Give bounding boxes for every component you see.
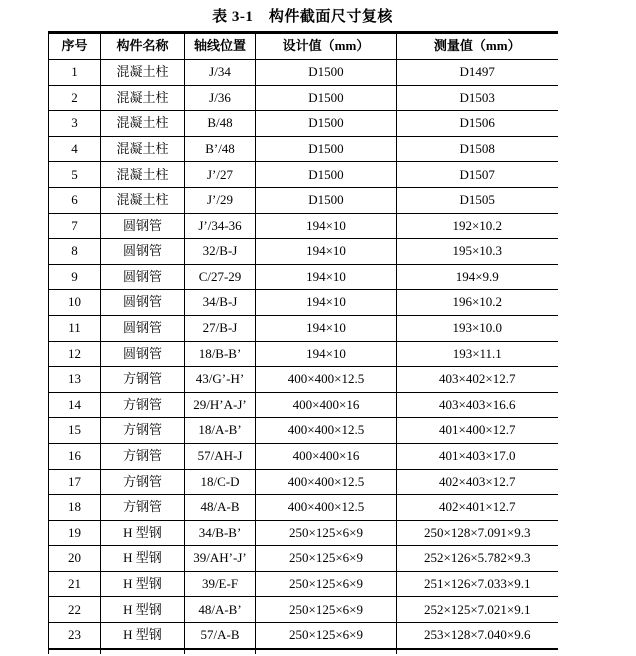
table-cell: 250×125×6×9: [256, 623, 397, 649]
table-row: [49, 85, 558, 111]
table-cell: 195×10.3: [397, 239, 558, 265]
table-cell: J’/34-36: [185, 213, 256, 239]
table-cell: 253×128×7.040×9.6: [397, 623, 558, 649]
table-cell: 4: [49, 136, 101, 162]
table-cell: 34/B-B’: [185, 520, 256, 546]
table-cell: D1507: [397, 162, 558, 188]
table-cell: 9: [49, 264, 101, 290]
table-cell: 400×400×16: [256, 443, 397, 469]
table-cell: 400×400×12.5: [256, 367, 397, 393]
table-cell: 194×10: [256, 239, 397, 265]
table-cell: D1500: [256, 60, 397, 86]
table-cell: 194×10: [256, 264, 397, 290]
table-cell: 方钢管: [101, 367, 185, 393]
table-cell: 8: [49, 239, 101, 265]
table-cell: 400×400×16: [256, 392, 397, 418]
table-title: 表 3-1 构件截面尺寸复核: [212, 9, 393, 25]
table-row: [49, 213, 558, 239]
table-cell: 32/B-J: [185, 239, 256, 265]
table-row: [49, 623, 558, 649]
table-cell: 400×400×12.5: [256, 495, 397, 521]
table-row: [49, 136, 558, 162]
table-cell: 12: [49, 341, 101, 367]
table-cell: 混凝土柱: [101, 85, 185, 111]
table-cell: 251×126×7.033×9.1: [397, 571, 558, 597]
table-cell: 方钢管: [101, 418, 185, 444]
table-row: [49, 520, 558, 546]
column-header-design: 设计值（mm）: [256, 33, 397, 60]
table-cell: 15: [49, 418, 101, 444]
table-cell: H 型钢: [101, 571, 185, 597]
table-cell: 29/H’A-J’: [185, 392, 256, 418]
table-cell: 402×403×12.7: [397, 469, 558, 495]
table-cell: 方钢管: [101, 443, 185, 469]
table-cell: 2: [49, 85, 101, 111]
table-cell: C/27-29: [185, 264, 256, 290]
table-row: [49, 60, 558, 86]
table-cell: 250×125×6×9: [256, 597, 397, 623]
column-header-measured: 测量值（mm）: [397, 33, 558, 60]
table-cell: 39/AH’-J’: [185, 546, 256, 572]
table-body: [49, 60, 558, 649]
table-cell: J/34: [185, 60, 256, 86]
table-cell: D1505: [397, 187, 558, 213]
table-cell: 23: [49, 623, 101, 649]
table-cell: 22: [49, 597, 101, 623]
table-cell: D1500: [256, 162, 397, 188]
column-header-index: 序号: [49, 33, 101, 60]
table-cell: D1500: [256, 85, 397, 111]
table-cell: 圆钢管: [101, 341, 185, 367]
table-cell: 250×125×6×9: [256, 546, 397, 572]
table-cell: 250×128×7.091×9.3: [397, 520, 558, 546]
table-cell: 401×400×12.7: [397, 418, 558, 444]
table-cell: 193×10.0: [397, 315, 558, 341]
table-cell: D1500: [256, 136, 397, 162]
table-row: [49, 443, 558, 469]
table-cell: D1500: [256, 187, 397, 213]
table-cell: 18/C-D: [185, 469, 256, 495]
table-cell: 403×403×16.6: [397, 392, 558, 418]
column-header-axis: 轴线位置: [185, 33, 256, 60]
table-cell: 5: [49, 162, 101, 188]
table-cell: 400×400×12.5: [256, 469, 397, 495]
table-cell: 圆钢管: [101, 239, 185, 265]
table-cell: 196×10.2: [397, 290, 558, 316]
table-cell: 混凝土柱: [101, 136, 185, 162]
table-cell: D1503: [397, 85, 558, 111]
table-cell: 403×402×12.7: [397, 367, 558, 393]
table-cell: B/48: [185, 111, 256, 137]
table-cell: D1508: [397, 136, 558, 162]
table-cell: 21: [49, 571, 101, 597]
table-cell: 194×10: [256, 213, 397, 239]
table-row: [49, 111, 558, 137]
table-row: [49, 264, 558, 290]
table-row: [49, 392, 558, 418]
table-cell: D1500: [256, 111, 397, 137]
table-cell: 18/A-B’: [185, 418, 256, 444]
dimension-review-table: [48, 31, 558, 654]
table-row: [49, 290, 558, 316]
table-cell: 混凝土柱: [101, 187, 185, 213]
table-row: [49, 341, 558, 367]
table-cell: H 型钢: [101, 623, 185, 649]
table-cell: 17: [49, 469, 101, 495]
table-header-row: [49, 33, 558, 60]
table-cell: 252×125×7.021×9.1: [397, 597, 558, 623]
table-cell: 402×401×12.7: [397, 495, 558, 521]
table-cell: 194×10: [256, 341, 397, 367]
table-cell: 194×10: [256, 315, 397, 341]
table-cell: 方钢管: [101, 469, 185, 495]
table-cell: 18: [49, 495, 101, 521]
table-cell: B’/48: [185, 136, 256, 162]
table-cell: D1506: [397, 111, 558, 137]
table-cell: 401×403×17.0: [397, 443, 558, 469]
table-cell: 圆钢管: [101, 264, 185, 290]
table-cell: 192×10.2: [397, 213, 558, 239]
table-cell: D1497: [397, 60, 558, 86]
table-cell: H 型钢: [101, 546, 185, 572]
table-cell: J/36: [185, 85, 256, 111]
table-cell: 250×125×6×9: [256, 520, 397, 546]
table-cell: 194×9.9: [397, 264, 558, 290]
table-cell: 10: [49, 290, 101, 316]
table-cell: 11: [49, 315, 101, 341]
table-cell: 43/G’-H’: [185, 367, 256, 393]
table-cell: J’/27: [185, 162, 256, 188]
table-row: [49, 315, 558, 341]
table-cell: J’/29: [185, 187, 256, 213]
table-cell: 13: [49, 367, 101, 393]
table-cell: 57/AH-J: [185, 443, 256, 469]
table-row: [49, 469, 558, 495]
table-cell: 194×10: [256, 290, 397, 316]
table-cell: 3: [49, 111, 101, 137]
table-cell: 48/A-B’: [185, 597, 256, 623]
table-row: [49, 239, 558, 265]
table-row: [49, 187, 558, 213]
table-cell: 圆钢管: [101, 213, 185, 239]
table-cell: 20: [49, 546, 101, 572]
table-cell: 14: [49, 392, 101, 418]
table-cell: 混凝土柱: [101, 60, 185, 86]
column-header-name: 构件名称: [101, 33, 185, 60]
table-cell: 7: [49, 213, 101, 239]
table-row: [49, 546, 558, 572]
table-cell: 方钢管: [101, 495, 185, 521]
table-cell: 27/B-J: [185, 315, 256, 341]
table-cell: 16: [49, 443, 101, 469]
table-cell: 圆钢管: [101, 290, 185, 316]
table-cell: 193×11.1: [397, 341, 558, 367]
table-cell: 252×126×5.782×9.3: [397, 546, 558, 572]
table-cell: 混凝土柱: [101, 162, 185, 188]
clipped-next-row-stub: [49, 649, 558, 654]
table-row: [49, 367, 558, 393]
table-cell: H 型钢: [101, 520, 185, 546]
table-cell: 18/B-B’: [185, 341, 256, 367]
table-cell: H 型钢: [101, 597, 185, 623]
table-row: [49, 495, 558, 521]
table-cell: 1: [49, 60, 101, 86]
table-cell: 方钢管: [101, 392, 185, 418]
table-cell: 48/A-B: [185, 495, 256, 521]
table-cell: 34/B-J: [185, 290, 256, 316]
table-cell: 57/A-B: [185, 623, 256, 649]
table-cell: 圆钢管: [101, 315, 185, 341]
table-cell: 19: [49, 520, 101, 546]
table-row: [49, 162, 558, 188]
table-cell: 混凝土柱: [101, 111, 185, 137]
table-cell: 6: [49, 187, 101, 213]
table-row: [49, 597, 558, 623]
table-cell: 39/E-F: [185, 571, 256, 597]
table-cell: 250×125×6×9: [256, 571, 397, 597]
table-row: [49, 418, 558, 444]
table-cell: 400×400×12.5: [256, 418, 397, 444]
table-row: [49, 571, 558, 597]
